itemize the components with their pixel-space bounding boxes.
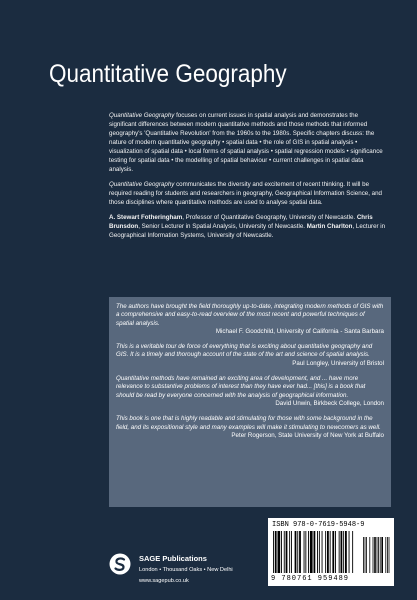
book-description [109,111,387,246]
barcode-bar [343,531,344,573]
barcode-bar [325,531,326,573]
barcode-addon-bar [387,537,388,573]
barcode-bar [297,531,298,573]
endorsement-text: This book is one that is highly readable and stimulating for those with some background in the field, and its expositional style and many examples will make it stimulating to newcomers as well. [116,415,381,431]
barcode-addon-bar [377,537,378,573]
publisher-name: SAGE Publications [139,554,207,563]
title-emphasis: Quantitative Geography [109,181,175,188]
barcode-addon-bar [373,537,374,573]
author-role: , Senior Lecturer in Spatial Analysis, University of Newcastle. [138,223,307,230]
endorsement [116,415,384,440]
barcode-bar [291,531,292,573]
barcode-bar [305,531,306,573]
barcode-bar [335,531,336,573]
endorsement [116,343,384,368]
author-name: Martin Charlton [306,223,353,230]
barcode-bar [327,531,329,573]
barcode-bar [286,531,288,573]
barcode-bars [272,531,390,573]
endorsement-text: The authors have brought the field thoroughly up-to-date, integrating modern methods of GIS with a comprehensive and easy-to-read overview of the most recent and powerful techniques of spatial analysis. [116,303,384,327]
barcode-bar [317,531,318,573]
barcode-addon-bar [389,537,390,573]
isbn-label: ISBN 978-0-7619-5948-9 [272,521,365,529]
endorsement-attribution: Paul Longley, University of Bristol [292,359,384,367]
barcode-bar [319,531,320,573]
endorsement [116,375,384,408]
isbn-barcode [268,518,394,586]
barcode-bar [273,531,274,573]
author-role: , Professor of Quantitative Geography, University of Newcastle. [182,214,357,221]
barcode-bar [345,531,347,573]
barcode-bar [284,531,285,573]
book-title: Quantitative Geography [49,60,287,88]
description-text: focuses on current issues in spatial analysis and demonstrates the significant differences between modern quantitative methods and those methods that informed geography's 'Quantitative Revolution' from the 1960s to the 1980s. Specific chapters discuss: the nature of modern quantitative geography • spatial data • the role of GIS in spatial analysis • visualization of spatial data • local forms of spatial analysis • spatial regression models • significance testing for spatial data • the modelling of spatial behaviour • current challenges in spatial data analysis. [109,112,383,173]
barcode-bar [308,531,309,573]
endorsements-panel [109,297,391,507]
barcode-number: 9 780761 959489 [271,575,350,583]
barcode-addon-bar [380,537,381,573]
title-emphasis: Quantitative Geography [109,112,175,119]
barcode-addon-bar [365,537,366,573]
description-paragraph-2 [109,180,387,207]
barcode-addon-bar [366,537,367,573]
barcode-bar [289,531,290,573]
barcode-addon-bar [381,537,383,573]
author-bios [109,213,387,240]
sage-logo-icon [109,553,131,575]
barcode-bar [310,531,313,573]
barcode-bar [314,531,316,573]
barcode-bar [322,531,323,573]
endorsement-text: Quantitative methods have remained an exciting area of development, and ... have more relevance to substantive problems of interest than they have ever had... [this] is a book that should be read by everyone concerned with the analysis of geographical information. [116,375,366,399]
barcode-bar [295,531,297,573]
barcode-bar [352,531,353,573]
barcode-bar [339,531,340,573]
barcode-bar [330,531,331,573]
endorsement-text: This is a veritable tour de force of everything that is exciting about quantitative geography and GIS. It is a timely and thorough account of the state of the art and science of spatial analysis. [116,343,373,359]
endorsement-attribution: Peter Rogerson, State University of New York at Buffalo [231,431,384,439]
author-name: A. Stewart Fotheringham [109,214,183,221]
barcode-bar [304,531,305,573]
barcode-bar [278,531,281,573]
barcode-bar [281,531,282,573]
barcode-addon-bar [369,537,370,573]
barcode-bar [349,531,350,573]
endorsement [116,303,384,336]
publisher-url: www.sagepub.co.uk [139,578,189,584]
author-name: Chris Brunsdon [109,214,373,230]
description-paragraph-1 [109,111,387,174]
barcode-addon-bar [363,537,364,573]
endorsement-attribution: David Unwin, Birkbeck College, London [275,399,384,407]
barcode-bar [275,531,277,573]
barcode-addon-bar [385,537,386,573]
barcode-addon-bar [374,537,376,573]
author-role: , Lecturer in Geographical Information Systems, University of Newcastle. [109,223,386,239]
publisher-cities: London • Thousand Oaks • New Delhi [139,567,233,573]
endorsement-attribution: Michael F. Goodchild, University of California - Santa Barbara [215,327,384,335]
barcode-addon-bar [378,537,379,573]
barcode-bar [299,531,301,573]
barcode-bar [341,531,343,573]
description-text: communicates the diversity and excitement of recent thinking. It will be required reading for students and researchers in geography, Geographical Information Science, and those disciplines where quantitative methods are used to analyse spatial data. [109,181,382,206]
barcode-bar [332,531,334,573]
